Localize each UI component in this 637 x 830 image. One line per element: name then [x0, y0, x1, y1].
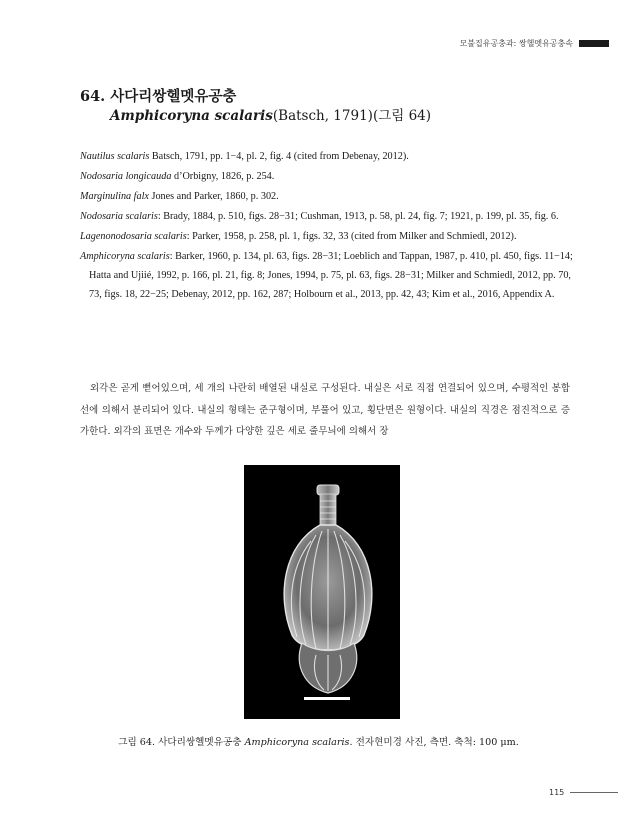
synonym-entry — [80, 227, 580, 246]
sem-micrograph — [244, 465, 400, 719]
synonym-citation: : Parker, 1958, p. 258, pl. 1, figs. 32, 33 (cited from Milker and Schmiedl, 2012). — [186, 231, 517, 242]
synonym-entry — [80, 147, 580, 166]
synonym-entry — [80, 247, 580, 304]
page-number: 115 — [549, 788, 565, 797]
caption-scientific-name: Amphicoryna scalaris — [244, 737, 350, 748]
synonym-citation: : Brady, 1884, p. 510, figs. 28−31; Cushman, 1913, p. 58, pl. 24, fig. 7; 1921, p. 199, pl. 35, fig. 6. — [157, 211, 559, 222]
page-footer — [549, 788, 618, 797]
species-authority: (Batsch, 1791) — [272, 108, 373, 124]
species-subheading — [110, 107, 431, 126]
synonym-entry — [80, 187, 580, 206]
synonym-citation: Batsch, 1791, pp. 1−4, pl. 2, fig. 4 (cited from Debenay, 2012). — [149, 151, 409, 162]
figure-reference: (그림 64) — [372, 108, 432, 124]
scale-bar — [304, 697, 350, 700]
synonym-taxon: Nodosaria scalaris — [80, 211, 158, 222]
species-scientific-name: Amphicoryna scalaris — [110, 108, 273, 124]
figure-caption — [0, 734, 637, 748]
header-bar — [579, 40, 609, 47]
running-header — [460, 38, 609, 49]
running-header-text: 모불집유공충과: 쌍헬멧유공충속 — [459, 39, 573, 48]
species-description: 외각은 곧게 뻗어있으며, 세 개의 나란히 배열된 내실로 구성된다. 내실은 서로 직접 연결되어 있으며, 수평적인 봉합선에 의해서 분리되어 있다. 내실의 형태는 준구형이며, 부풀어 있고, 횡단면은 원형이다. 내실의 직경은 점진적으로 증가한다. 외각의 표면은 개수와 두께가 다양한 깊은 세로 줄무늬에 의해서 장 — [80, 383, 570, 438]
species-number: 64. — [80, 88, 106, 105]
synonymy-list — [80, 147, 580, 305]
species-heading — [80, 87, 236, 106]
synonym-taxon: Marginulina falx — [80, 191, 149, 202]
caption-suffix: . 전자현미경 사진, 측면. 축척: 100 μm. — [349, 737, 519, 748]
synonym-citation: d’Orbigny, 1826, p. 254. — [171, 171, 275, 182]
synonym-entry — [80, 167, 580, 186]
caption-prefix: 그림 64. 사다리쌍헬멧유공충 — [118, 737, 245, 748]
foraminifera-specimen-image — [244, 465, 400, 719]
footer-rule — [570, 792, 618, 793]
synonym-citation: : Barker, 1960, p. 134, pl. 63, figs. 28−31; Loeblich and Tappan, 1987, p. 410, pl. 450, figs. 11−14; Hatta and Ujiié, 1992, p. 166, pl. 21, fig. 8; Jones, 1994, p. 75, pl. 63, figs. 28−31; Milker and Schmiedl, 2012, pp. 70, 73, figs. 18, 22−25; Debenay, 2012, pp. 162, 287; Holbourn et al., 2013, pp. 42, 43; Kim et al., 2016, Appendix A. — [89, 251, 573, 300]
synonym-taxon: Lagenonodosaria scalaris — [80, 231, 187, 242]
species-korean-name: 사다리쌍헬멧유공충 — [110, 88, 237, 105]
synonym-taxon: Nodosaria longicauda — [80, 171, 172, 182]
synonym-entry — [80, 207, 580, 226]
synonym-citation: Jones and Parker, 1860, p. 302. — [148, 191, 279, 202]
synonym-taxon: Nautilus scalaris — [80, 151, 150, 162]
synonym-taxon: Amphicoryna scalaris — [80, 251, 170, 262]
